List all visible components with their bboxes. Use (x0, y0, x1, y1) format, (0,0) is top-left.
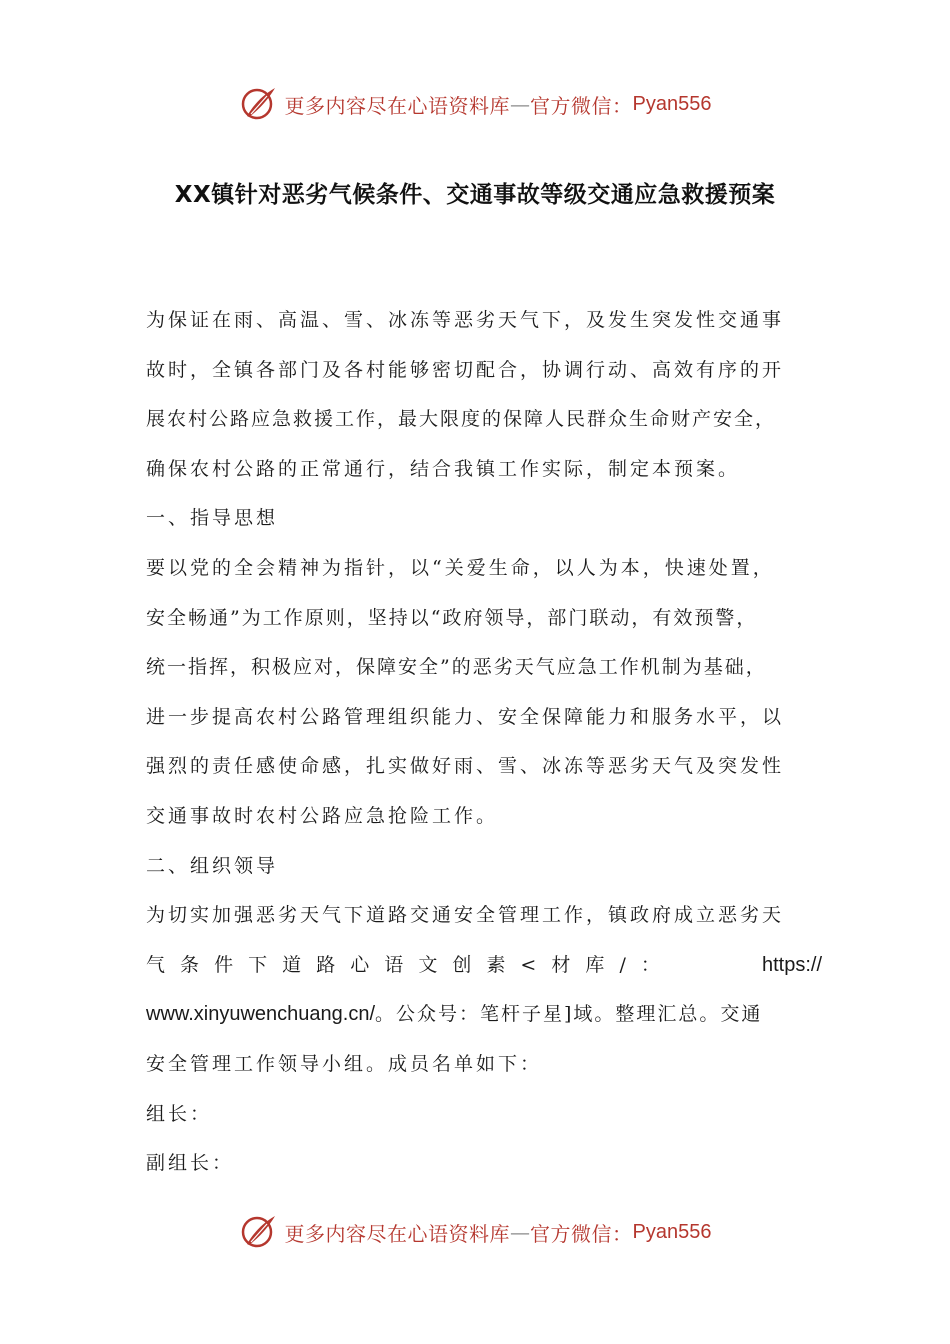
paragraph-line: 交通事故时农村公路应急抢险工作。 (146, 804, 499, 827)
watermark-separator: — (510, 1220, 531, 1244)
paragraph-line-spread (146, 941, 822, 991)
quill-pen-logo-icon (239, 84, 279, 124)
paragraph-line (146, 990, 822, 1040)
paragraph-line: 强烈的责任感使命感，扎实做好雨、雪、冰冻等恶劣天气及突发性 (146, 755, 785, 778)
spread-text: 气 条 件 下 道 路 心 语 文 创 素 < 材 库 / ： (146, 953, 660, 976)
paragraph-line: 进一步提高农村公路管理组织能力、安全保障能力和服务水平，以 (146, 705, 785, 728)
paragraph-line: 为切实加强恶劣天气下道路交通安全管理工作，镇政府成立恶劣天 (146, 904, 785, 927)
role-label-deputy-leader: 副组长： (146, 1152, 235, 1175)
watermark-banner-bottom (0, 1208, 950, 1256)
section-heading: 二、组织领导 (146, 854, 279, 877)
watermark-wechat-id: Pyan556 (632, 1220, 712, 1243)
paragraph-line-tail: 。公众号：笔杆子星]域。整理汇总。交通 (375, 1003, 763, 1026)
role-label-leader: 组长： (146, 1102, 213, 1125)
paragraph-line: 要以党的全会精神为指针，以“关爱生命，以人为本，快速处置， (146, 556, 775, 579)
watermark-wechat-label: 官方微信： (530, 1221, 633, 1246)
document-title: XX镇针对恶劣气候条件、交通事故等级交通应急救援预案 (174, 182, 776, 208)
url-fragment: https:// (761, 953, 822, 976)
watermark-wechat-label: 官方微信： (530, 93, 633, 118)
watermark-separator: — (510, 92, 531, 116)
watermark-banner-top (0, 80, 950, 128)
document-body (146, 296, 822, 1189)
paragraph-line: 故时，全镇各部门及各村能够密切配合，协调行动、高效有序的开 (146, 358, 785, 381)
paragraph-line: 安全畅通”为工作原则，坚持以“政府领导，部门联动，有效预警， (146, 606, 758, 629)
paragraph-line: 展农村公路应急救援工作，最大限度的保障人民群众生命财产安全， (146, 408, 777, 431)
watermark-text: 更多内容尽在心语资料库 (284, 93, 511, 118)
paragraph-line: 确保农村公路的正常通行，结合我镇工作实际，制定本预案。 (146, 457, 741, 480)
paragraph-line: 为保证在雨、高温、雪、冰冻等恶劣天气下，及发生突发性交通事 (146, 309, 785, 331)
watermark-text: 更多内容尽在心语资料库 (284, 1221, 511, 1246)
url-link-text: www.xinyuwenchuang.cn/ (146, 1003, 376, 1026)
quill-pen-logo-icon (239, 1212, 279, 1252)
paragraph-line: 安全管理工作领导小组。成员名单如下： (146, 1052, 543, 1075)
watermark-wechat-id: Pyan556 (632, 92, 712, 115)
section-heading: 一、指导思想 (146, 507, 279, 530)
paragraph-line: 统一指挥，积极应对，保障安全”的恶劣天气应急工作机制为基础， (146, 656, 767, 679)
